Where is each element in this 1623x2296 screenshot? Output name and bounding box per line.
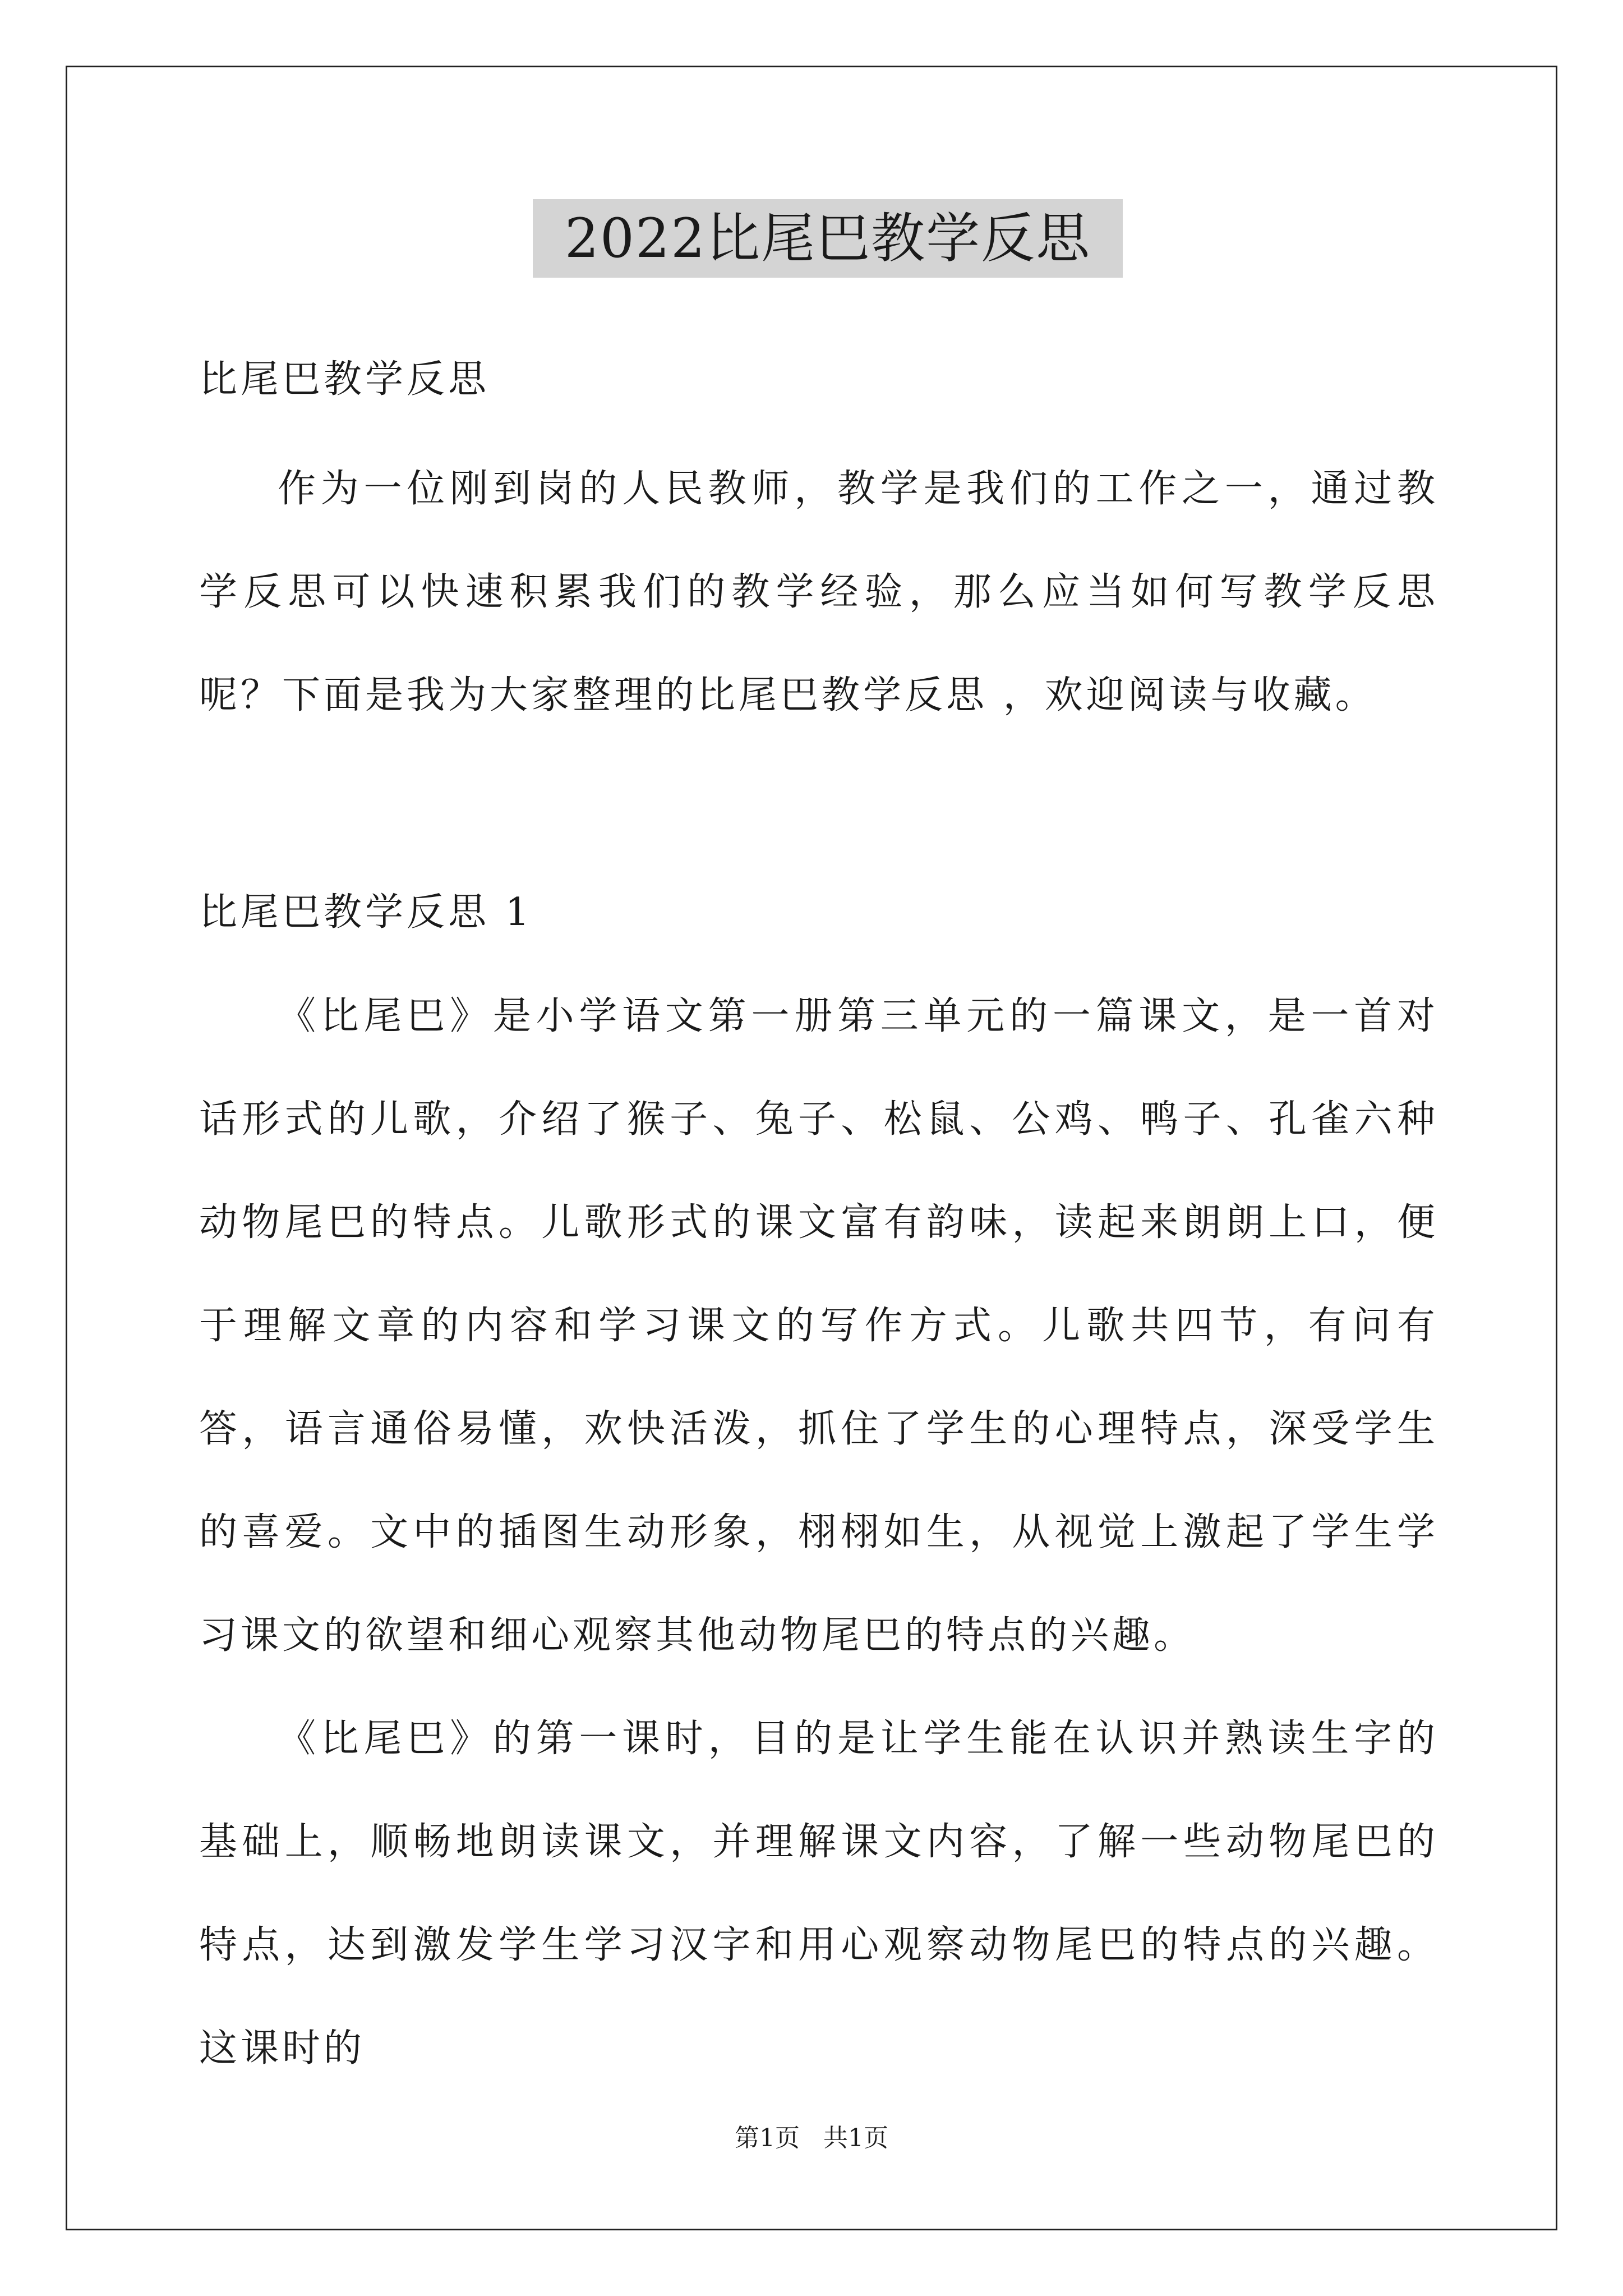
body-paragraph: 《比尾巴》的第一课时，目的是让学生能在认识并熟读生字的基础上，顺畅地朗读课文，并理解课文内容，了解一些动物尾巴的特点，达到激发学生学习汉字和用心观察动物尾巴的特点的兴趣。这课时的 xyxy=(199,1717,1438,2070)
document-subtitle: 比尾巴教学反思 xyxy=(199,357,490,402)
document-title: 2022比尾巴教学反思 xyxy=(533,199,1123,278)
page-number: 第1页 共1页 xyxy=(735,2124,888,2152)
section-heading: 比尾巴教学反思 1 xyxy=(199,890,533,935)
intro-paragraph: 作为一位刚到岗的人民教师，教学是我们的工作之一，通过教学反思可以快速积累我们的教学经验，那么应当如何写教学反思呢？下面是我为大家整理的比尾巴教学反思 ，欢迎阅读与收藏。 xyxy=(199,467,1438,717)
body-paragraph: 《比尾巴》是小学语文第一册第三单元的一篇课文，是一首对话形式的儿歌，介绍了猴子、兔子、松鼠、公鸡、鸭子、孔雀六种动物尾巴的特点。儿歌形式的课文富有韵味，读起来朗朗上口，便于理解文章的内容和学习课文的写作方式。儿歌共四节，有问有答，语言通俗易懂，欢快活泼，抓住了学生的心理特点，深受学生的喜爱。文中的插图生动形象，栩栩如生，从视觉上激起了学生学习课文的欲望和细心观察其他动物尾巴的特点的兴趣。 xyxy=(199,994,1438,1658)
